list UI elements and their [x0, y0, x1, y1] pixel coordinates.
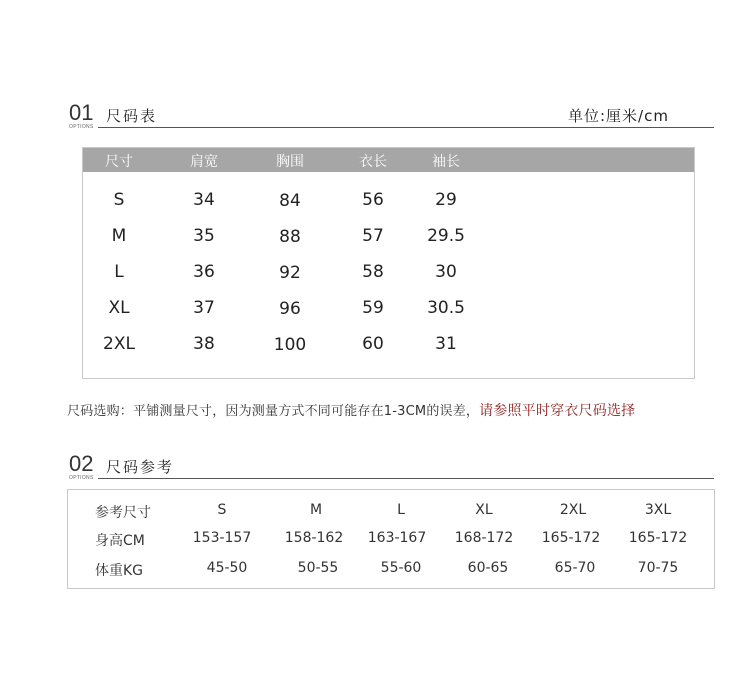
- table-cell: 88: [279, 227, 301, 247]
- header-cell: 衣长: [359, 154, 387, 170]
- table-cell: 60-65: [467, 560, 509, 576]
- table-cell: 70-75: [637, 560, 679, 576]
- table-cell: 2XL: [103, 334, 135, 354]
- table-cell: 65-70: [554, 560, 596, 576]
- reference-header-label: 参考尺寸: [95, 505, 151, 521]
- table-cell: 58: [362, 262, 384, 282]
- size-note: [67, 400, 635, 420]
- table-cell: 31: [435, 334, 457, 354]
- reference-row-label: 体重KG: [95, 563, 144, 579]
- table-cell: 84: [279, 191, 301, 211]
- table-cell: 29: [435, 190, 457, 210]
- section2-number: 02: [69, 451, 94, 476]
- size-table: [82, 147, 695, 379]
- reference-table: [67, 489, 715, 589]
- section1-title: 尺码表: [106, 107, 158, 125]
- table-cell: 36: [193, 262, 215, 282]
- table-cell: 50-55: [297, 560, 339, 576]
- table-cell: 57: [362, 226, 384, 246]
- reference-size: M: [309, 502, 323, 518]
- section2-rule: [98, 478, 714, 479]
- table-cell: 37: [193, 298, 215, 318]
- header-cell: 袖长: [432, 154, 460, 170]
- table-cell: 163-167: [367, 530, 427, 546]
- section1-subtitle: OPTIONS: [69, 124, 94, 130]
- table-cell: 34: [193, 190, 215, 210]
- section2-title: 尺码参考: [106, 458, 175, 476]
- table-cell: 165-172: [541, 530, 601, 546]
- reference-size: XL: [475, 502, 493, 518]
- table-cell: 30.5: [427, 298, 465, 318]
- table-cell: 38: [193, 334, 215, 354]
- table-cell: 60: [362, 334, 384, 354]
- reference-size: L: [397, 502, 405, 518]
- table-cell: XL: [108, 298, 130, 318]
- reference-row-label: 身高CM: [95, 533, 145, 549]
- table-cell: 56: [362, 190, 384, 210]
- table-cell: S: [113, 190, 125, 210]
- header-cell: 肩宽: [190, 154, 218, 170]
- table-cell: 100: [273, 335, 307, 355]
- table-cell: 45-50: [206, 560, 248, 576]
- table-cell: 158-162: [284, 530, 344, 546]
- table-cell: 92: [279, 263, 301, 283]
- table-cell: 96: [279, 299, 301, 319]
- table-cell: 165-172: [628, 530, 688, 546]
- reference-size: S: [217, 502, 227, 518]
- reference-size: 2XL: [559, 502, 587, 518]
- table-cell: L: [114, 262, 124, 282]
- table-cell: 35: [193, 226, 215, 246]
- section1-number: 01: [69, 100, 94, 125]
- header-cell: 尺寸: [105, 154, 133, 170]
- section1-rule: [98, 127, 714, 128]
- section2-subtitle: OPTIONS: [69, 475, 94, 481]
- table-cell: 30: [435, 262, 457, 282]
- note-highlight: 请参照平时穿衣尺码选择: [479, 403, 636, 419]
- table-cell: M: [111, 226, 127, 246]
- note-text: 尺码选购：平铺测量尺寸，因为测量方式不同可能存在1-3CM的误差，: [67, 404, 480, 419]
- unit-label: 单位:厘米/cm: [568, 107, 669, 125]
- table-cell: 168-172: [454, 530, 514, 546]
- table-cell: 153-157: [192, 530, 252, 546]
- table-cell: 59: [362, 298, 384, 318]
- size-table-header: [83, 148, 694, 172]
- table-cell: 55-60: [380, 560, 422, 576]
- reference-size: 3XL: [644, 502, 672, 518]
- header-cell: 胸围: [276, 154, 304, 170]
- table-cell: 29.5: [427, 226, 465, 246]
